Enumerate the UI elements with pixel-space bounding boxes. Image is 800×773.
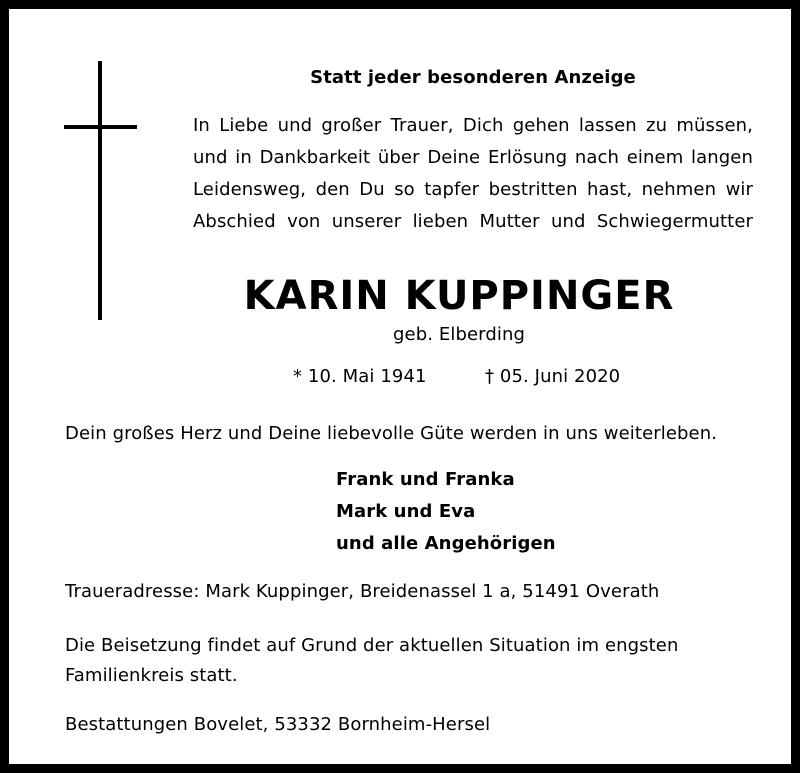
death-date: † 05. Juni 2020 bbox=[485, 366, 621, 387]
signer: und alle Angehörigen bbox=[336, 533, 556, 554]
signer: Frank und Franka bbox=[336, 469, 515, 490]
signer: Mark und Eva bbox=[336, 501, 476, 522]
burial-info bbox=[65, 631, 678, 691]
burial-line: Die Beisetzung findet auf Grund der aktuellen Situation im engsten bbox=[65, 635, 679, 656]
signers-list bbox=[336, 464, 556, 560]
maiden-name: geb. Elberding bbox=[393, 324, 525, 345]
burial-line: Familienkreis statt. bbox=[65, 665, 238, 686]
notice-headline: Statt jeder besonderen Anzeige bbox=[310, 67, 636, 88]
intro-text bbox=[193, 110, 753, 238]
mourning-address: Traueradresse: Mark Kuppinger, Breidenassel 1 a, 51491 Overath bbox=[65, 581, 660, 602]
cross-icon bbox=[98, 61, 102, 320]
birth-date: * 10. Mai 1941 bbox=[293, 366, 427, 387]
deceased-name: KARIN KUPPINGER bbox=[243, 273, 675, 319]
intro-line: In Liebe und großer Trauer, Dich gehen lassen zu müssen, bbox=[193, 115, 753, 136]
memorial-motto: Dein großes Herz und Deine liebevolle Güte werden in uns weiterleben. bbox=[65, 423, 718, 444]
intro-line: Abschied von unserer lieben Mutter und Schwiegermutter bbox=[193, 211, 753, 232]
intro-line: Leidensweg, den Du so tapfer bestritten hast, nehmen wir bbox=[193, 179, 753, 200]
intro-line: und in Dankbarkeit über Deine Erlösung nach einem langen bbox=[193, 147, 753, 168]
undertaker-info: Bestattungen Bovelet, 53332 Bornheim-Hersel bbox=[65, 714, 491, 735]
cross-icon-crossbar bbox=[64, 125, 137, 129]
